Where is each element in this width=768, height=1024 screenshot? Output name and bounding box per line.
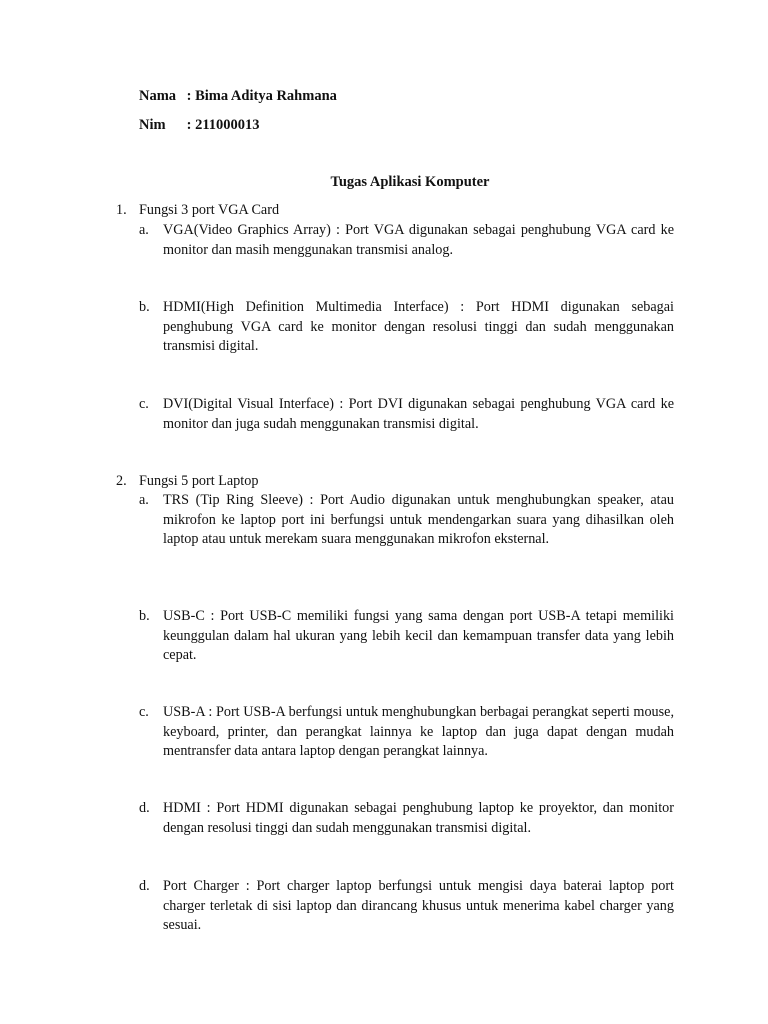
item-text: VGA(Video Graphics Array) : Port VGA digunakan sebagai penghubung VGA card ke monitor dan masih menggunakan transmisi analog. [163,222,674,258]
item-letter: c. [139,396,149,412]
list-item [139,607,674,666]
item-text: HDMI : Port HDMI digunakan sebagai penghubung laptop ke proyektor, dan monitor dengan resolusi tinggi dan sudah menggunakan transmisi digital. [163,800,674,836]
item-text: Port Charger : Port charger laptop berfungsi untuk mengisi daya baterai laptop port charger terletak di sisi laptop dan dirancang khusus untuk menerima kabel charger yang sesuai. [163,878,674,933]
item-text: USB-A : Port USB-A berfungsi untuk menghubungkan berbagai perangkat seperti mouse, keyboard, printer, dan perangkat lainnya ke laptop dan juga dapat dengan mudah mentransfer data antara laptop dengan perangkat lainnya. [163,704,674,759]
list-item [139,799,674,838]
name-label: Nama [139,88,177,104]
item-letter: a. [139,222,149,238]
section-number: 1. [116,202,127,218]
list-item [139,221,674,260]
item-text: DVI(Digital Visual Interface) : Port DVI digunakan sebagai penghubung VGA card ke monitor dan juga sudah menggunakan transmisi digital. [163,396,674,432]
item-letter: d. [139,800,150,816]
item-letter: c. [139,704,149,720]
list-item [139,395,674,434]
item-letter: b. [139,608,150,624]
list-item [139,298,674,357]
student-id-line [139,116,260,136]
item-letter: a. [139,492,149,508]
list-item [139,877,674,936]
section-title: Fungsi 3 port VGA Card [139,202,280,218]
nim-value: : 211000013 [186,117,260,133]
nim-label: Nim [139,117,166,133]
student-name-line [139,87,337,107]
name-value: : Bima Aditya Rahmana [186,88,337,104]
document-title: Tugas Aplikasi Komputer [330,174,490,190]
section-heading [116,201,279,221]
item-letter: b. [139,299,150,315]
item-text: TRS (Tip Ring Sleeve) : Port Audio digunakan untuk menghubungkan speaker, atau mikrofon ke laptop port ini berfungsi untuk mendengarkan suara yang dihasilkan oleh laptop atau untuk merekam suara menggunakan mikrofon eksternal. [163,492,674,547]
list-item [139,703,674,762]
item-text: USB-C : Port USB-C memiliki fungsi yang sama dengan port USB-A tetapi memiliki keunggulan dalam hal ukuran yang lebih kecil dan kemampuan transfer data yang lebih cepat. [163,608,674,663]
item-letter: d. [139,878,150,894]
section-heading [116,472,258,492]
item-text: HDMI(High Definition Multimedia Interface) : Port HDMI digunakan sebagai penghubung VGA card ke monitor dengan resolusi tinggi dan sudah menggunakan transmisi digital. [163,299,674,354]
section-number: 2. [116,473,127,489]
section-title: Fungsi 5 port Laptop [139,473,259,489]
list-item [139,491,674,550]
